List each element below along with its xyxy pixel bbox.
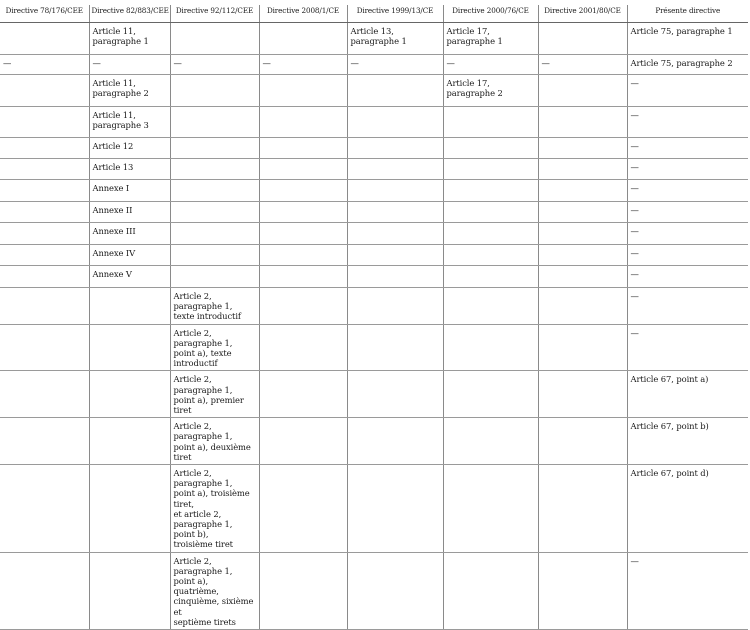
table-row: [0, 23, 748, 55]
table-cell: Article 67, point a): [627, 371, 748, 418]
table-cell: —: [627, 223, 748, 245]
table-cell: [89, 418, 170, 465]
table-cell: [443, 465, 538, 553]
table-cell: [538, 324, 627, 371]
table-cell: Article 17, paragraphe 2: [443, 75, 538, 107]
table-cell: [259, 159, 347, 180]
table-cell: [347, 75, 443, 107]
table-cell: [259, 288, 347, 325]
table-cell: Annexe I: [89, 180, 170, 202]
table-cell: —: [627, 159, 748, 180]
table-cell: Article 13: [89, 159, 170, 180]
table-cell: —: [259, 55, 347, 75]
table-cell: [259, 245, 347, 266]
table-cell: Annexe V: [89, 266, 170, 288]
table-cell: [259, 138, 347, 159]
table-cell: —: [627, 180, 748, 202]
table-cell: —: [89, 55, 170, 75]
table-cell: [0, 75, 89, 107]
table-cell: Article 11, paragraphe 1: [89, 23, 170, 55]
table-row: [0, 418, 748, 465]
table-cell: Article 2, paragraphe 1, point a), texte introductif: [170, 324, 259, 371]
table-cell: [0, 324, 89, 371]
table-cell: [89, 288, 170, 325]
table-cell: [170, 223, 259, 245]
table-cell: [259, 418, 347, 465]
table-cell: [259, 371, 347, 418]
table-cell: —: [538, 55, 627, 75]
column-header: Présente directive: [627, 5, 748, 23]
table-cell: [0, 266, 89, 288]
table-cell: —: [627, 288, 748, 325]
table-cell: [538, 288, 627, 325]
table-row: [0, 371, 748, 418]
table-cell: [0, 23, 89, 55]
table-row: [0, 552, 748, 629]
table-cell: [0, 138, 89, 159]
table-cell: [259, 23, 347, 55]
table-cell: [347, 180, 443, 202]
table-cell: [538, 107, 627, 138]
table-row: [0, 245, 748, 266]
column-header: Directive 92/112/CEE: [170, 5, 259, 23]
table-cell: [0, 418, 89, 465]
table-cell: [89, 552, 170, 629]
column-header: Directive 2000/76/CE: [443, 5, 538, 23]
table-cell: [259, 465, 347, 553]
table-cell: [170, 202, 259, 223]
table-cell: —: [627, 324, 748, 371]
column-header: Directive 82/883/CEE: [89, 5, 170, 23]
table-cell: [170, 180, 259, 202]
table-row: [0, 266, 748, 288]
table-row: [0, 180, 748, 202]
column-header: Directive 2001/80/CE: [538, 5, 627, 23]
table-cell: [259, 107, 347, 138]
table-cell: —: [627, 107, 748, 138]
table-cell: —: [627, 245, 748, 266]
table-cell: [443, 159, 538, 180]
table-cell: [443, 180, 538, 202]
table-cell: Article 13, paragraphe 1: [347, 23, 443, 55]
table-cell: [538, 371, 627, 418]
table-cell: —: [627, 138, 748, 159]
table-cell: [443, 202, 538, 223]
correlation-table: [0, 5, 748, 630]
table-cell: [170, 107, 259, 138]
table-cell: Article 75, paragraphe 1: [627, 23, 748, 55]
table-cell: [259, 552, 347, 629]
table-row: [0, 202, 748, 223]
table-cell: [443, 324, 538, 371]
table-cell: [538, 223, 627, 245]
table-cell: —: [627, 75, 748, 107]
table-cell: [347, 324, 443, 371]
table-cell: Article 11, paragraphe 2: [89, 75, 170, 107]
table-cell: [443, 371, 538, 418]
table-cell: Annexe II: [89, 202, 170, 223]
table-cell: [0, 107, 89, 138]
table-cell: —: [627, 552, 748, 629]
table-cell: —: [443, 55, 538, 75]
table-cell: [259, 202, 347, 223]
table-row: [0, 55, 748, 75]
table-cell: [347, 418, 443, 465]
table-row: [0, 324, 748, 371]
table-cell: [538, 159, 627, 180]
table-cell: Article 67, point b): [627, 418, 748, 465]
table-cell: [170, 159, 259, 180]
table-cell: Article 2, paragraphe 1, point a), deuxième tiret: [170, 418, 259, 465]
table-cell: [259, 223, 347, 245]
table-cell: Article 2, paragraphe 1, texte introductif: [170, 288, 259, 325]
table-cell: [259, 324, 347, 371]
table-cell: [89, 465, 170, 553]
table-cell: [259, 266, 347, 288]
table-cell: [538, 23, 627, 55]
table-cell: [443, 418, 538, 465]
table-cell: [347, 465, 443, 553]
table-cell: [347, 138, 443, 159]
table-cell: —: [347, 55, 443, 75]
table-cell: [538, 418, 627, 465]
column-header: Directive 2008/1/CE: [259, 5, 347, 23]
table-cell: [347, 202, 443, 223]
table-cell: [170, 23, 259, 55]
table-cell: [443, 223, 538, 245]
table-cell: [538, 245, 627, 266]
table-cell: Article 75, paragraphe 2: [627, 55, 748, 75]
table-cell: [347, 107, 443, 138]
table-cell: Article 2, paragraphe 1, point a), troisième tiret, et article 2, paragraphe 1, point b), troisième tiret: [170, 465, 259, 553]
table-cell: [347, 371, 443, 418]
table-cell: [347, 223, 443, 245]
table-cell: —: [0, 55, 89, 75]
table-row: [0, 288, 748, 325]
table-cell: Article 2, paragraphe 1, point a), quatrième, cinquième, sixième et septième tirets: [170, 552, 259, 629]
table-cell: Annexe III: [89, 223, 170, 245]
table-cell: [538, 266, 627, 288]
table-cell: [443, 266, 538, 288]
table-cell: [443, 107, 538, 138]
table-cell: [538, 465, 627, 553]
table-cell: [347, 159, 443, 180]
table-cell: Article 12: [89, 138, 170, 159]
column-header: Directive 1999/13/CE: [347, 5, 443, 23]
table-row: [0, 107, 748, 138]
table-cell: Article 67, point d): [627, 465, 748, 553]
table-row: [0, 138, 748, 159]
table-cell: [538, 552, 627, 629]
table-cell: [170, 245, 259, 266]
table-cell: [443, 138, 538, 159]
table-row: [0, 223, 748, 245]
table-cell: [0, 465, 89, 553]
table-cell: [347, 552, 443, 629]
table-cell: [170, 266, 259, 288]
table-cell: [443, 245, 538, 266]
table-cell: [0, 202, 89, 223]
table-cell: [0, 159, 89, 180]
table-cell: [443, 552, 538, 629]
table-cell: [89, 324, 170, 371]
table-cell: [538, 180, 627, 202]
table-cell: [0, 288, 89, 325]
table-cell: Article 17, paragraphe 1: [443, 23, 538, 55]
table-cell: [347, 266, 443, 288]
table-cell: [0, 245, 89, 266]
table-cell: [0, 371, 89, 418]
column-header: Directive 78/176/CEE: [0, 5, 89, 23]
table-cell: Article 11, paragraphe 3: [89, 107, 170, 138]
table-cell: [538, 138, 627, 159]
table-cell: Annexe IV: [89, 245, 170, 266]
table-cell: [347, 288, 443, 325]
table-cell: [170, 75, 259, 107]
table-cell: [538, 75, 627, 107]
table-cell: [259, 75, 347, 107]
table-cell: —: [627, 266, 748, 288]
table-row: [0, 75, 748, 107]
table-row: [0, 465, 748, 553]
table-cell: [89, 371, 170, 418]
table-row: [0, 159, 748, 180]
table-header-row: [0, 5, 748, 23]
table-cell: [443, 288, 538, 325]
table-cell: [0, 223, 89, 245]
table-cell: [0, 180, 89, 202]
table-cell: [538, 202, 627, 223]
table-cell: Article 2, paragraphe 1, point a), premier tiret: [170, 371, 259, 418]
table-cell: [170, 138, 259, 159]
table-cell: —: [170, 55, 259, 75]
table-cell: [347, 245, 443, 266]
table-cell: [0, 552, 89, 629]
table-cell: —: [627, 202, 748, 223]
table-cell: [259, 180, 347, 202]
